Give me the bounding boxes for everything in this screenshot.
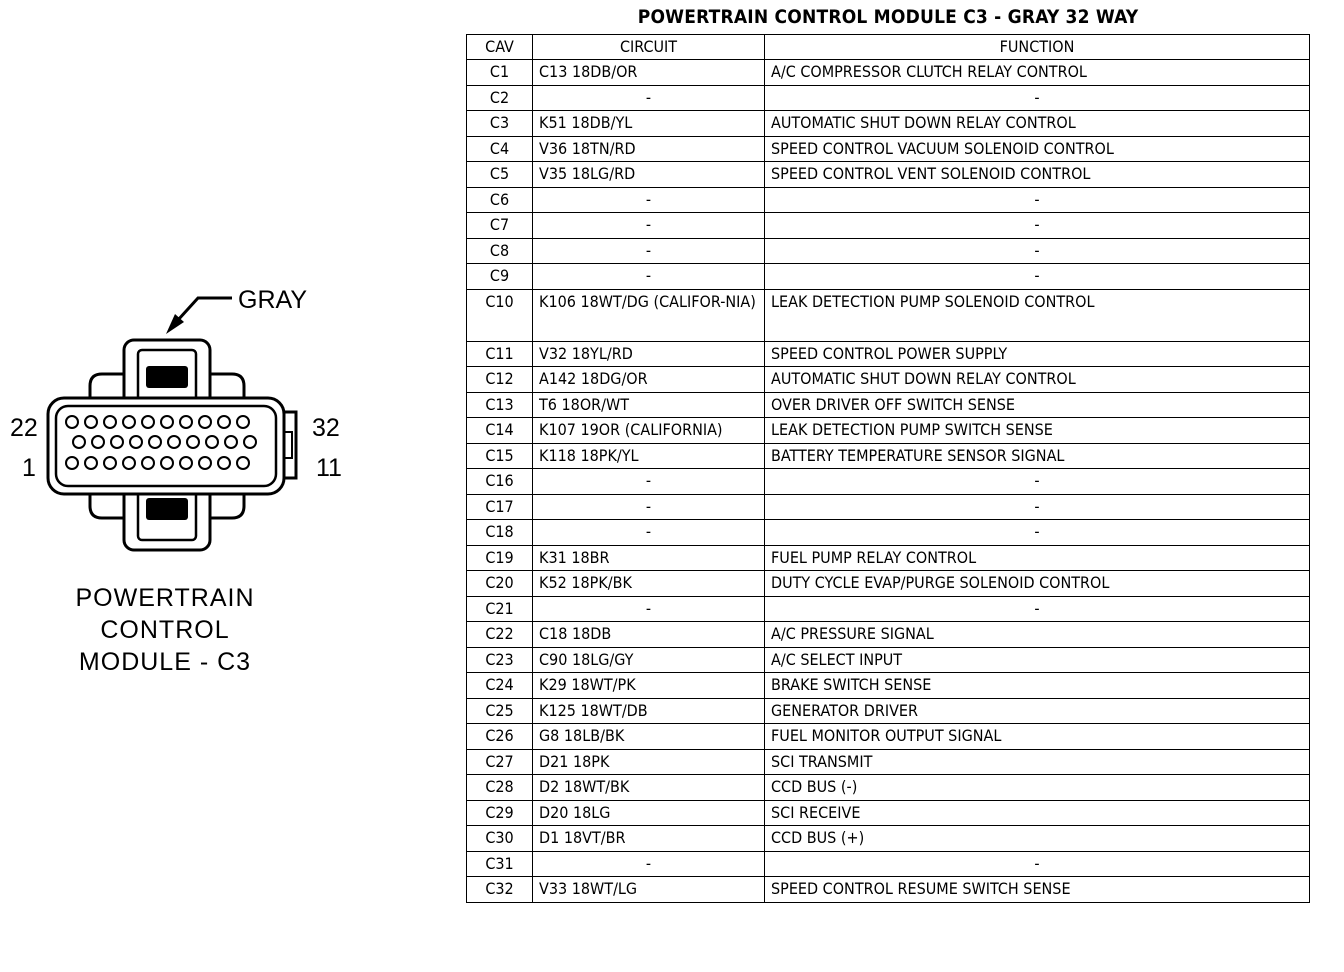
circuit-cell: - bbox=[533, 851, 765, 877]
cav-cell: C24 bbox=[467, 673, 533, 699]
cav-cell: C2 bbox=[467, 85, 533, 111]
function-cell: SPEED CONTROL VENT SOLENOID CONTROL bbox=[765, 162, 1310, 188]
pin-hole bbox=[237, 457, 249, 469]
function-cell: - bbox=[765, 494, 1310, 520]
circuit-cell: - bbox=[533, 596, 765, 622]
function-cell: - bbox=[765, 238, 1310, 264]
pin-hole bbox=[161, 416, 173, 428]
circuit-cell: A142 18DG/OR bbox=[533, 367, 765, 393]
connector-color-label: GRAY bbox=[238, 286, 307, 314]
table-title: POWERTRAIN CONTROL MODULE C3 - GRAY 32 WAY bbox=[637, 6, 1139, 28]
table-row bbox=[467, 213, 1310, 239]
circuit-cell: V32 18YL/RD bbox=[533, 341, 765, 367]
circuit-cell: C18 18DB bbox=[533, 622, 765, 648]
cav-cell: C25 bbox=[467, 698, 533, 724]
table-row bbox=[467, 418, 1310, 444]
cav-cell: C14 bbox=[467, 418, 533, 444]
pinout-table bbox=[466, 34, 1310, 903]
circuit-cell: K52 18PK/BK bbox=[533, 571, 765, 597]
table-row bbox=[467, 162, 1310, 188]
function-cell: BRAKE SWITCH SENSE bbox=[765, 673, 1310, 699]
header-cav: CAV bbox=[467, 35, 533, 60]
table-row bbox=[467, 775, 1310, 801]
cav-cell: C23 bbox=[467, 647, 533, 673]
cav-cell: C12 bbox=[467, 367, 533, 393]
pin-hole bbox=[66, 457, 78, 469]
function-cell: FUEL PUMP RELAY CONTROL bbox=[765, 545, 1310, 571]
pin-label-1: 1 bbox=[22, 454, 36, 482]
pin-hole bbox=[104, 416, 116, 428]
cav-cell: C6 bbox=[467, 187, 533, 213]
circuit-cell: C13 18DB/OR bbox=[533, 60, 765, 86]
circuit-cell: C90 18LG/GY bbox=[533, 647, 765, 673]
caption-line-3: MODULE - C3 bbox=[78, 648, 252, 676]
cav-cell: C7 bbox=[467, 213, 533, 239]
pin-hole bbox=[66, 416, 78, 428]
pin-hole bbox=[73, 436, 85, 448]
table-row bbox=[467, 238, 1310, 264]
pin-hole bbox=[85, 416, 97, 428]
circuit-cell: D1 18VT/BR bbox=[533, 826, 765, 852]
table-row bbox=[467, 698, 1310, 724]
function-cell: CCD BUS (+) bbox=[765, 826, 1310, 852]
caption-line-1: POWERTRAIN bbox=[75, 584, 255, 612]
function-cell: SPEED CONTROL VACUUM SOLENOID CONTROL bbox=[765, 136, 1310, 162]
function-cell: FUEL MONITOR OUTPUT SIGNAL bbox=[765, 724, 1310, 750]
pin-hole bbox=[142, 416, 154, 428]
cav-cell: C30 bbox=[467, 826, 533, 852]
function-cell: SCI RECEIVE bbox=[765, 800, 1310, 826]
circuit-cell: - bbox=[533, 494, 765, 520]
function-cell: CCD BUS (-) bbox=[765, 775, 1310, 801]
table-row bbox=[467, 494, 1310, 520]
header-function: FUNCTION bbox=[765, 35, 1310, 60]
pin-hole bbox=[123, 416, 135, 428]
cav-cell: C28 bbox=[467, 775, 533, 801]
table-row bbox=[467, 367, 1310, 393]
pin-hole bbox=[187, 436, 199, 448]
pin-hole bbox=[180, 416, 192, 428]
function-cell: LEAK DETECTION PUMP SWITCH SENSE bbox=[765, 418, 1310, 444]
gray-leader-line bbox=[178, 298, 232, 320]
cav-cell: C5 bbox=[467, 162, 533, 188]
function-cell: A/C PRESSURE SIGNAL bbox=[765, 622, 1310, 648]
table-row bbox=[467, 443, 1310, 469]
circuit-cell: V33 18WT/LG bbox=[533, 877, 765, 903]
cav-cell: C18 bbox=[467, 520, 533, 546]
table-row bbox=[467, 877, 1310, 903]
pin-hole bbox=[199, 416, 211, 428]
function-cell: - bbox=[765, 85, 1310, 111]
pin-hole bbox=[149, 436, 161, 448]
table-row bbox=[467, 826, 1310, 852]
pin-hole bbox=[237, 416, 249, 428]
table-row bbox=[467, 111, 1310, 137]
function-cell: BATTERY TEMPERATURE SENSOR SIGNAL bbox=[765, 443, 1310, 469]
table-row bbox=[467, 571, 1310, 597]
cav-cell: C20 bbox=[467, 571, 533, 597]
pin-hole bbox=[123, 457, 135, 469]
connector-caption bbox=[40, 582, 290, 678]
header-circuit: CIRCUIT bbox=[533, 35, 765, 60]
pin-hole bbox=[130, 436, 142, 448]
function-cell: - bbox=[765, 213, 1310, 239]
pin-hole bbox=[244, 436, 256, 448]
function-cell: - bbox=[765, 851, 1310, 877]
function-cell: AUTOMATIC SHUT DOWN RELAY CONTROL bbox=[765, 111, 1310, 137]
pin-hole bbox=[92, 436, 104, 448]
function-cell: DUTY CYCLE EVAP/PURGE SOLENOID CONTROL bbox=[765, 571, 1310, 597]
function-cell: SPEED CONTROL POWER SUPPLY bbox=[765, 341, 1310, 367]
caption-line-2: CONTROL bbox=[100, 616, 230, 644]
cav-cell: C15 bbox=[467, 443, 533, 469]
function-cell: - bbox=[765, 596, 1310, 622]
table-row bbox=[467, 622, 1310, 648]
circuit-cell: - bbox=[533, 520, 765, 546]
cav-cell: C31 bbox=[467, 851, 533, 877]
circuit-cell: T6 18OR/WT bbox=[533, 392, 765, 418]
table-row bbox=[467, 596, 1310, 622]
circuit-cell: - bbox=[533, 85, 765, 111]
connector-diagram bbox=[0, 270, 460, 570]
circuit-cell: G8 18LB/BK bbox=[533, 724, 765, 750]
pin-hole bbox=[218, 416, 230, 428]
circuit-cell: - bbox=[533, 469, 765, 495]
cav-cell: C1 bbox=[467, 60, 533, 86]
circuit-cell: K106 18WT/DG (CALIFOR-NIA) bbox=[533, 289, 765, 341]
table-row bbox=[467, 724, 1310, 750]
table-row bbox=[467, 187, 1310, 213]
table-row bbox=[467, 749, 1310, 775]
pin-holes bbox=[66, 416, 256, 469]
table-row bbox=[467, 85, 1310, 111]
bottom-latch-tab bbox=[146, 498, 188, 520]
function-cell: - bbox=[765, 469, 1310, 495]
circuit-cell: - bbox=[533, 238, 765, 264]
cav-cell: C27 bbox=[467, 749, 533, 775]
function-cell: AUTOMATIC SHUT DOWN RELAY CONTROL bbox=[765, 367, 1310, 393]
pin-label-32: 32 bbox=[312, 414, 340, 442]
pin-hole bbox=[206, 436, 218, 448]
top-latch-tab bbox=[146, 366, 188, 388]
circuit-cell: - bbox=[533, 213, 765, 239]
pin-hole bbox=[225, 436, 237, 448]
pin-hole bbox=[161, 457, 173, 469]
function-cell: - bbox=[765, 187, 1310, 213]
pin-hole bbox=[168, 436, 180, 448]
pin-hole bbox=[199, 457, 211, 469]
table-row bbox=[467, 60, 1310, 86]
pin-hole bbox=[85, 457, 97, 469]
cav-cell: C17 bbox=[467, 494, 533, 520]
pin-label-11: 11 bbox=[316, 454, 342, 482]
circuit-cell: D20 18LG bbox=[533, 800, 765, 826]
cav-cell: C29 bbox=[467, 800, 533, 826]
table-row bbox=[467, 264, 1310, 290]
table-row bbox=[467, 136, 1310, 162]
function-cell: GENERATOR DRIVER bbox=[765, 698, 1310, 724]
cav-cell: C10 bbox=[467, 289, 533, 341]
function-cell: SCI TRANSMIT bbox=[765, 749, 1310, 775]
function-cell: LEAK DETECTION PUMP SOLENOID CONTROL bbox=[765, 289, 1310, 341]
circuit-cell: K51 18DB/YL bbox=[533, 111, 765, 137]
pin-hole bbox=[111, 436, 123, 448]
circuit-cell: K118 18PK/YL bbox=[533, 443, 765, 469]
table-row bbox=[467, 545, 1310, 571]
table-row bbox=[467, 520, 1310, 546]
pin-hole bbox=[180, 457, 192, 469]
circuit-cell: K125 18WT/DB bbox=[533, 698, 765, 724]
table-row bbox=[467, 392, 1310, 418]
cav-cell: C13 bbox=[467, 392, 533, 418]
pin-hole bbox=[218, 457, 230, 469]
table-row bbox=[467, 851, 1310, 877]
table-row bbox=[467, 800, 1310, 826]
function-cell: - bbox=[765, 520, 1310, 546]
cav-cell: C8 bbox=[467, 238, 533, 264]
table-row bbox=[467, 289, 1310, 341]
circuit-cell: - bbox=[533, 264, 765, 290]
function-cell: - bbox=[765, 264, 1310, 290]
cav-cell: C32 bbox=[467, 877, 533, 903]
cav-cell: C21 bbox=[467, 596, 533, 622]
circuit-cell: K29 18WT/PK bbox=[533, 673, 765, 699]
function-cell: OVER DRIVER OFF SWITCH SENSE bbox=[765, 392, 1310, 418]
cav-cell: C19 bbox=[467, 545, 533, 571]
cav-cell: C11 bbox=[467, 341, 533, 367]
pin-hole bbox=[142, 457, 154, 469]
circuit-cell: D2 18WT/BK bbox=[533, 775, 765, 801]
table-row bbox=[467, 341, 1310, 367]
circuit-cell: - bbox=[533, 187, 765, 213]
cav-cell: C3 bbox=[467, 111, 533, 137]
table-row bbox=[467, 673, 1310, 699]
cav-cell: C16 bbox=[467, 469, 533, 495]
circuit-cell: D21 18PK bbox=[533, 749, 765, 775]
table-row bbox=[467, 647, 1310, 673]
pin-hole bbox=[104, 457, 116, 469]
pin-label-22: 22 bbox=[10, 414, 38, 442]
cav-cell: C26 bbox=[467, 724, 533, 750]
table-row bbox=[467, 469, 1310, 495]
circuit-cell: V35 18LG/RD bbox=[533, 162, 765, 188]
cav-cell: C9 bbox=[467, 264, 533, 290]
circuit-cell: K31 18BR bbox=[533, 545, 765, 571]
cav-cell: C4 bbox=[467, 136, 533, 162]
circuit-cell: V36 18TN/RD bbox=[533, 136, 765, 162]
function-cell: A/C COMPRESSOR CLUTCH RELAY CONTROL bbox=[765, 60, 1310, 86]
function-cell: SPEED CONTROL RESUME SWITCH SENSE bbox=[765, 877, 1310, 903]
cav-cell: C22 bbox=[467, 622, 533, 648]
table-header-row bbox=[467, 35, 1310, 60]
function-cell: A/C SELECT INPUT bbox=[765, 647, 1310, 673]
circuit-cell: K107 19OR (CALIFORNIA) bbox=[533, 418, 765, 444]
connector-key bbox=[284, 412, 296, 478]
